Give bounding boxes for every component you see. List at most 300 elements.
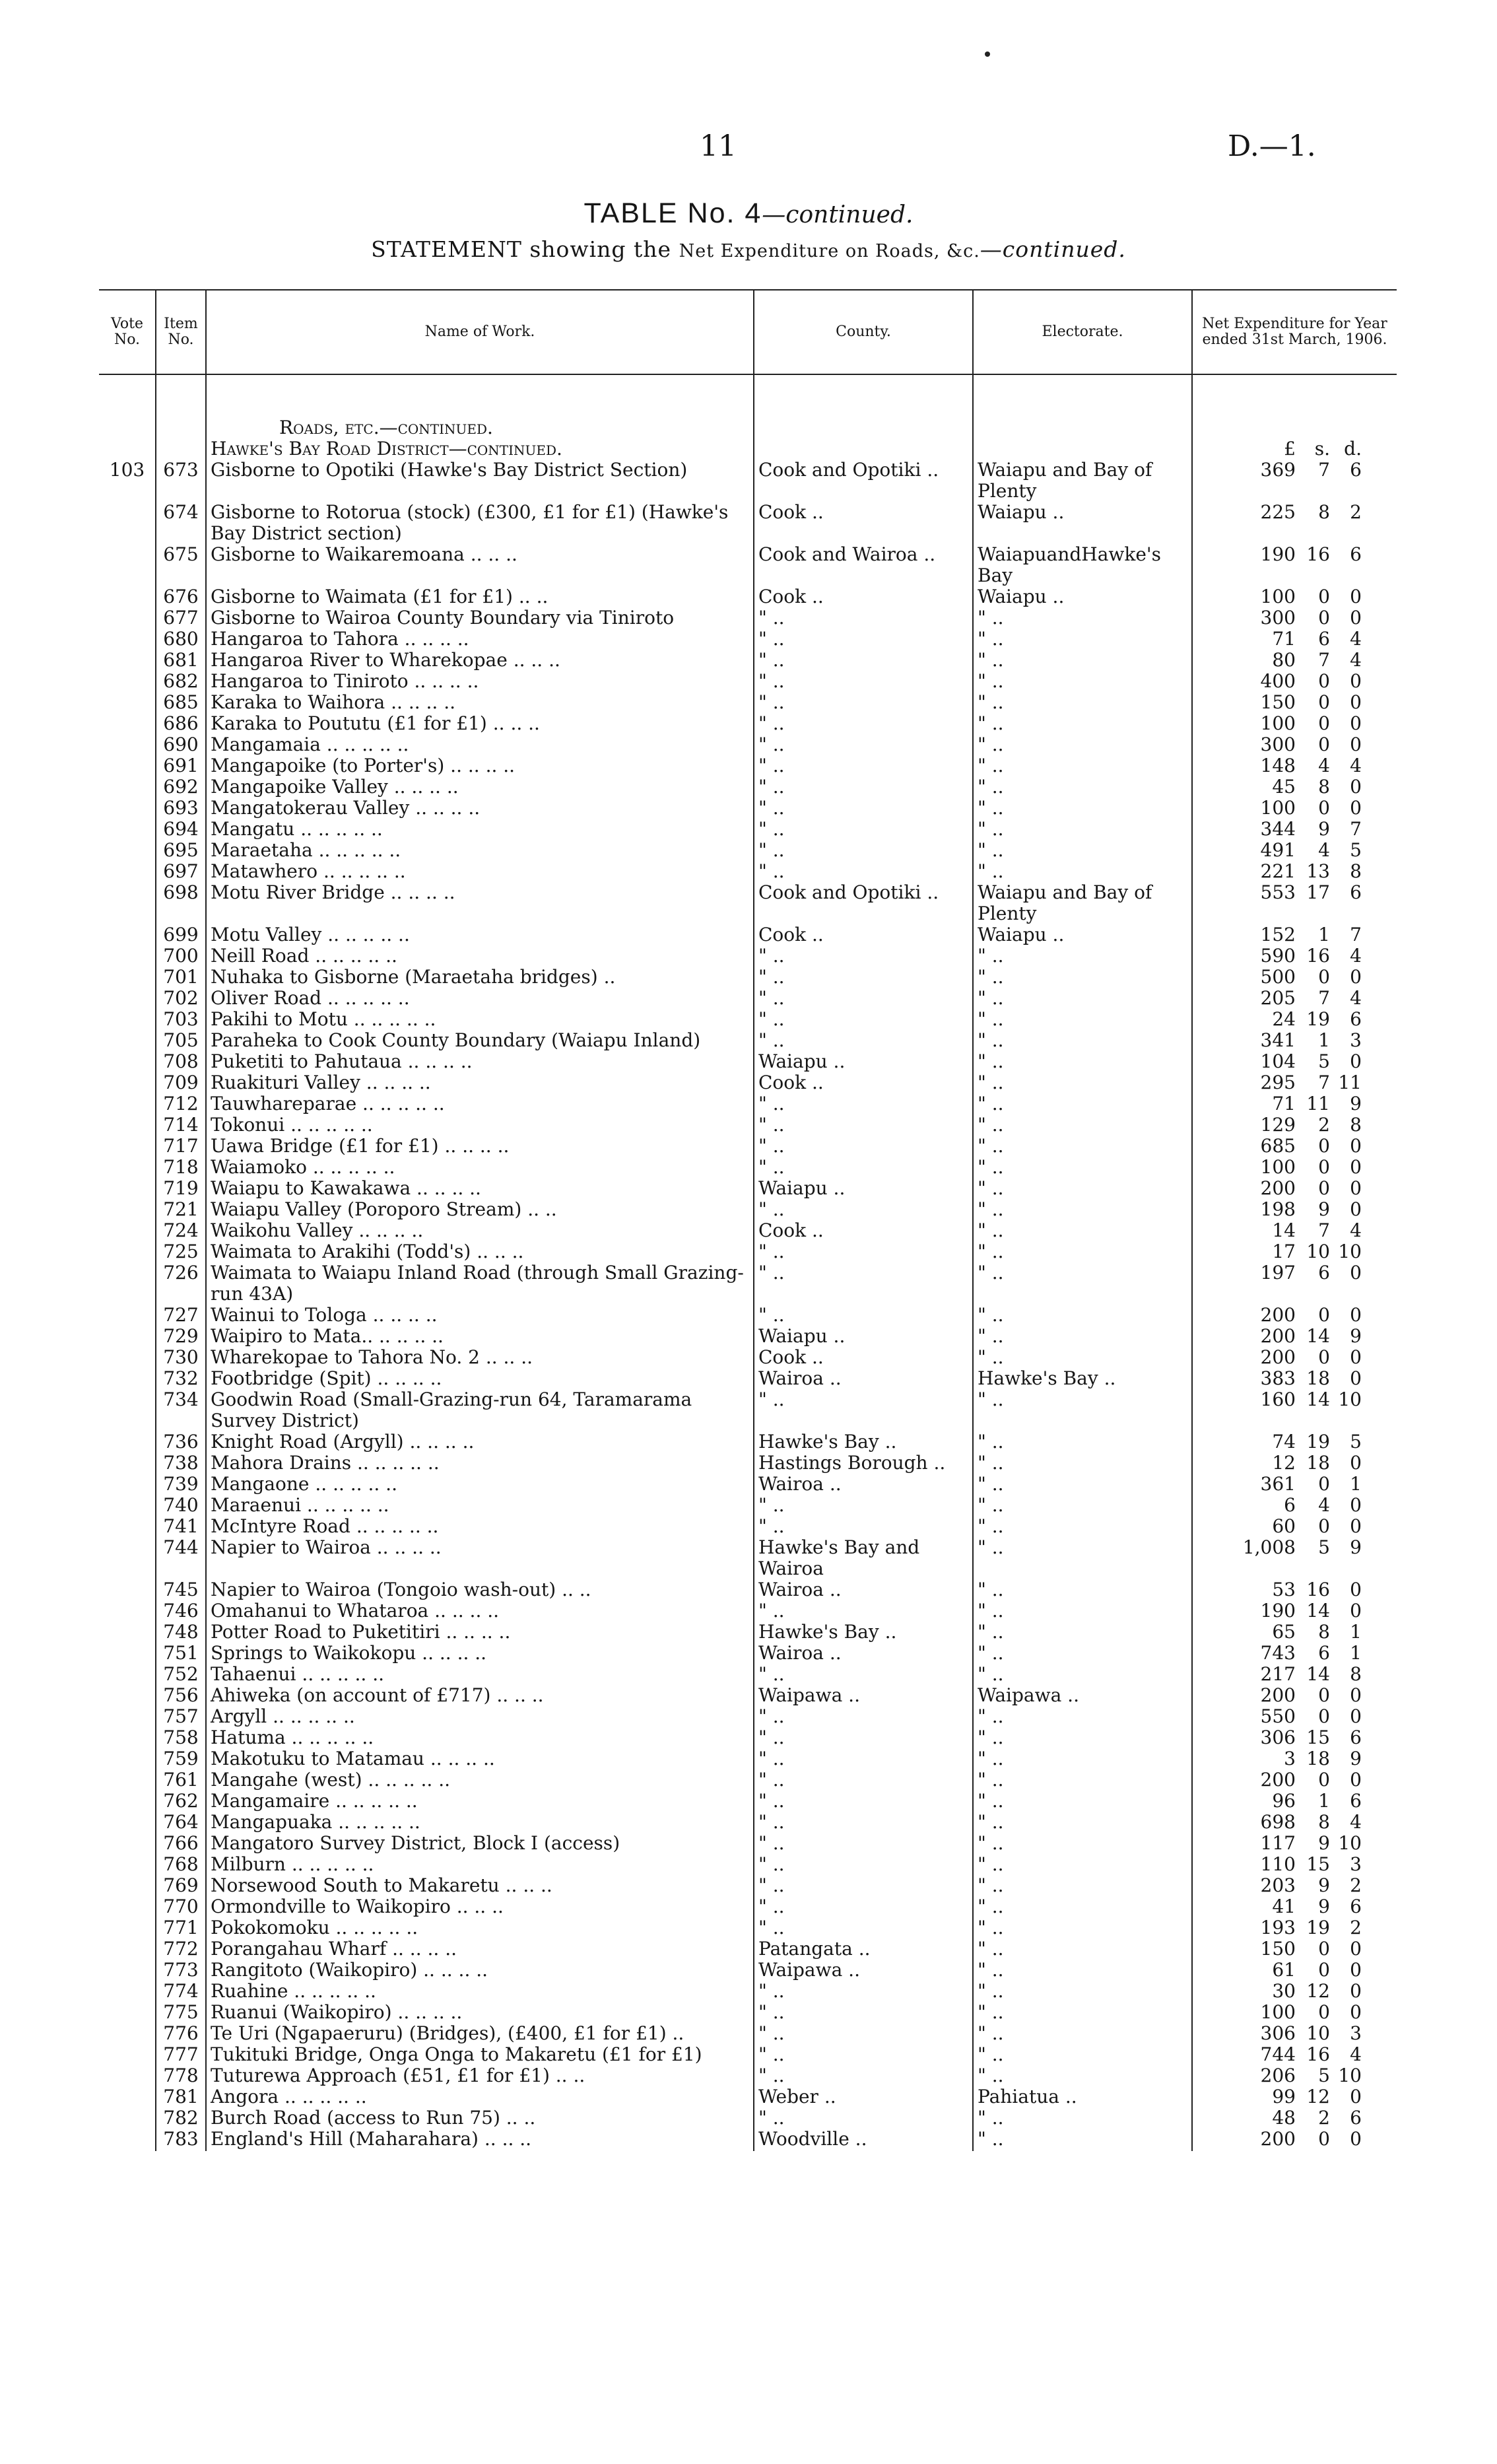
- shillings-value: 19: [1306, 1917, 1330, 1938]
- pence-value: 0: [1350, 1685, 1362, 1706]
- county-cell: " ..: [754, 967, 973, 988]
- electorate-cell: " ..: [973, 776, 1192, 798]
- work-name-cell: Omahanui to Whataroa .. .. .. ..: [206, 1600, 754, 1622]
- shillings-value: 0: [1318, 1938, 1330, 1960]
- shillings-value: 18: [1306, 1453, 1330, 1474]
- net-expenditure-cell: [1192, 544, 1397, 586]
- shillings-value: 0: [1318, 1178, 1330, 1199]
- pence-value: 10: [1338, 1389, 1362, 1410]
- net-expenditure-cell: [1192, 1896, 1397, 1917]
- county-cell: " ..: [754, 819, 973, 840]
- vote-cell: [99, 692, 156, 713]
- pounds-value: 61: [1272, 1960, 1296, 1981]
- shillings-value: 4: [1318, 1495, 1330, 1516]
- electorate-cell: " ..: [973, 1727, 1192, 1748]
- vote-cell: [99, 1305, 156, 1326]
- vote-cell: [99, 629, 156, 650]
- electorate-cell: " ..: [973, 1791, 1192, 1812]
- vote-cell: [99, 1727, 156, 1748]
- pence-value: 4: [1350, 629, 1362, 650]
- pence-value: 0: [1350, 2086, 1362, 2107]
- vote-cell: [99, 734, 156, 755]
- table-row: [99, 988, 1397, 1009]
- pounds-value: 117: [1260, 1833, 1296, 1854]
- county-cell: " ..: [754, 1136, 973, 1157]
- work-name-cell: Uawa Bridge (£1 for £1) .. .. .. ..: [206, 1136, 754, 1157]
- electorate-cell: " ..: [973, 2065, 1192, 2086]
- electorate-cell: Waiapu ..: [973, 586, 1192, 607]
- pounds-value: 190: [1260, 1600, 1296, 1622]
- table-title-main: TABLE No. 4: [583, 197, 762, 229]
- vote-cell: [99, 1938, 156, 1960]
- electorate-cell: " ..: [973, 2002, 1192, 2023]
- shillings-value: 16: [1306, 945, 1330, 967]
- pounds-value: 65: [1272, 1622, 1296, 1643]
- shillings-value: 0: [1318, 1474, 1330, 1495]
- vote-cell: [99, 798, 156, 819]
- pence-value: 0: [1350, 967, 1362, 988]
- shillings-value: 4: [1318, 840, 1330, 861]
- pence-value: 4: [1350, 755, 1362, 776]
- pence-value: 3: [1350, 1854, 1362, 1875]
- subtitle-suffix: —continued.: [980, 236, 1126, 262]
- electorate-cell: " ..: [973, 945, 1192, 967]
- electorate-cell: " ..: [973, 988, 1192, 1009]
- vote-cell: [99, 1136, 156, 1157]
- shillings-value: 11: [1306, 1093, 1330, 1114]
- work-name-cell: Goodwin Road (Small-Grazing-run 64, Taramarama Survey District): [206, 1389, 754, 1431]
- work-name-cell: Footbridge (Spit) .. .. .. ..: [206, 1368, 754, 1389]
- pence-value: 0: [1350, 1157, 1362, 1178]
- item-number-cell: 759: [156, 1748, 206, 1769]
- county-cell: Cook and Wairoa ..: [754, 544, 973, 586]
- county-cell: Weber ..: [754, 2086, 973, 2107]
- work-name-cell: Mangapuaka .. .. .. .. ..: [206, 1812, 754, 1833]
- shillings-value: 12: [1306, 2086, 1330, 2107]
- table-row: [99, 1854, 1397, 1875]
- item-number-cell: 773: [156, 1960, 206, 1981]
- county-cell: Hawke's Bay ..: [754, 1622, 973, 1643]
- vote-cell: [99, 1960, 156, 1981]
- work-name-cell: Hangaroa to Tahora .. .. .. ..: [206, 629, 754, 650]
- table-row: [99, 798, 1397, 819]
- shillings-value: 18: [1306, 1368, 1330, 1389]
- net-expenditure-cell: [1192, 2044, 1397, 2065]
- pounds-value: 200: [1260, 1685, 1296, 1706]
- header-item: Item No.: [156, 290, 206, 374]
- net-expenditure-cell: [1192, 1685, 1397, 1706]
- net-expenditure-cell: [1192, 1072, 1397, 1093]
- item-number-cell: 681: [156, 650, 206, 671]
- electorate-cell: WaiapuandHawke's Bay: [973, 544, 1192, 586]
- work-name-cell: Nuhaka to Gisborne (Maraetaha bridges) ..: [206, 967, 754, 988]
- pounds-value: 1,008: [1242, 1537, 1296, 1558]
- electorate-cell: " ..: [973, 629, 1192, 650]
- work-name-cell: Wharekopae to Tahora No. 2 .. .. ..: [206, 1347, 754, 1368]
- work-name-cell: Tahaenui .. .. .. .. ..: [206, 1664, 754, 1685]
- work-name-cell: Neill Road .. .. .. .. ..: [206, 945, 754, 967]
- item-number-cell: 778: [156, 2065, 206, 2086]
- work-name-cell: Wainui to Tologa .. .. .. ..: [206, 1305, 754, 1326]
- item-number-cell: 730: [156, 1347, 206, 1368]
- county-cell: Waiapu ..: [754, 1326, 973, 1347]
- electorate-cell: " ..: [973, 607, 1192, 629]
- county-cell: " ..: [754, 1389, 973, 1431]
- shillings-value: 9: [1318, 819, 1330, 840]
- net-expenditure-cell: [1192, 1981, 1397, 2002]
- item-number-cell: 752: [156, 1664, 206, 1685]
- table-row: [99, 2002, 1397, 2023]
- work-name-cell: Te Uri (Ngapaeruru) (Bridges), (£400, £1 for £1) ..: [206, 2023, 754, 2044]
- shillings-value: 0: [1318, 967, 1330, 988]
- shillings-value: 0: [1318, 692, 1330, 713]
- net-expenditure-cell: [1192, 2023, 1397, 2044]
- pence-value: 7: [1350, 819, 1362, 840]
- net-expenditure-cell: [1192, 1114, 1397, 1136]
- vote-cell: [99, 1474, 156, 1495]
- net-expenditure-cell: [1192, 1748, 1397, 1769]
- net-expenditure-cell: [1192, 1262, 1397, 1305]
- table-row: [99, 1453, 1397, 1474]
- table-title: [0, 197, 1497, 230]
- pence-value: 0: [1350, 798, 1362, 819]
- item-number-cell: 776: [156, 2023, 206, 2044]
- electorate-cell: " ..: [973, 1157, 1192, 1178]
- vote-cell: [99, 1748, 156, 1769]
- shillings-value: 14: [1306, 1664, 1330, 1685]
- pounds-value: 344: [1260, 819, 1296, 840]
- electorate-cell: Waipawa ..: [973, 1685, 1192, 1706]
- electorate-cell: " ..: [973, 1030, 1192, 1051]
- item-number-cell: 719: [156, 1178, 206, 1199]
- pounds-value: 295: [1260, 1072, 1296, 1093]
- table-header-row: [99, 290, 1397, 374]
- net-expenditure-cell: [1192, 629, 1397, 650]
- net-expenditure-cell: [1192, 924, 1397, 945]
- ink-dot: [985, 51, 990, 57]
- table-row: [99, 2107, 1397, 2129]
- item-number-cell: 782: [156, 2107, 206, 2129]
- table-row: [99, 924, 1397, 945]
- pence-value: 0: [1350, 1938, 1362, 1960]
- table-row: [99, 650, 1397, 671]
- net-expenditure-cell: [1192, 586, 1397, 607]
- work-name-cell: Waiapu to Kawakawa .. .. .. ..: [206, 1178, 754, 1199]
- shillings-value: 0: [1318, 1960, 1330, 1981]
- item-number-cell: 732: [156, 1368, 206, 1389]
- vote-cell: [99, 2086, 156, 2107]
- electorate-cell: " ..: [973, 1093, 1192, 1114]
- net-expenditure-cell: [1192, 2065, 1397, 2086]
- table-row: [99, 1474, 1397, 1495]
- item-number-cell: 751: [156, 1643, 206, 1664]
- county-cell: Cook ..: [754, 1220, 973, 1241]
- electorate-cell: " ..: [973, 1220, 1192, 1241]
- table-row: [99, 1600, 1397, 1622]
- vote-cell: [99, 713, 156, 734]
- pounds-value: 80: [1272, 650, 1296, 671]
- table-row: [99, 1938, 1397, 1960]
- vote-cell: [99, 1051, 156, 1072]
- item-number-cell: 702: [156, 988, 206, 1009]
- vote-cell: [99, 1516, 156, 1537]
- net-expenditure-cell: [1192, 1368, 1397, 1389]
- item-number-cell: 775: [156, 2002, 206, 2023]
- net-expenditure-cell: [1192, 1389, 1397, 1431]
- pence-value: 0: [1350, 1960, 1362, 1981]
- electorate-cell: " ..: [973, 713, 1192, 734]
- pence-value: 0: [1350, 1305, 1362, 1326]
- table-row: [99, 692, 1397, 713]
- table-row: [99, 2065, 1397, 2086]
- item-number-cell: 726: [156, 1262, 206, 1305]
- page-reference: D.—1.: [1228, 129, 1316, 163]
- vote-cell: [99, 586, 156, 607]
- pence-value: 5: [1350, 1431, 1362, 1453]
- table-row: [99, 2023, 1397, 2044]
- work-name-cell: Waipiro to Mata.. .. .. .. ..: [206, 1326, 754, 1347]
- net-expenditure-cell: [1192, 1178, 1397, 1199]
- vote-cell: [99, 1791, 156, 1812]
- vote-cell: [99, 1241, 156, 1262]
- electorate-cell: " ..: [973, 2044, 1192, 2065]
- table-row: [99, 1178, 1397, 1199]
- work-name-cell: Matawhero .. .. .. .. ..: [206, 861, 754, 882]
- table-row: [99, 1917, 1397, 1938]
- item-number-cell: 774: [156, 1981, 206, 2002]
- vote-cell: [99, 967, 156, 988]
- pounds-value: 99: [1272, 2086, 1296, 2107]
- item-number-cell: 746: [156, 1600, 206, 1622]
- electorate-cell: " ..: [973, 1516, 1192, 1537]
- net-expenditure-cell: [1192, 1706, 1397, 1727]
- item-number-cell: 685: [156, 692, 206, 713]
- net-expenditure-cell: [1192, 1326, 1397, 1347]
- shillings-value: 7: [1318, 988, 1330, 1009]
- pounds-value: 96: [1272, 1791, 1296, 1812]
- work-name-cell: Ruahine .. .. .. .. ..: [206, 1981, 754, 2002]
- county-cell: " ..: [754, 1305, 973, 1326]
- shillings-value: 8: [1318, 776, 1330, 798]
- pence-value: 0: [1350, 1136, 1362, 1157]
- table-row: [99, 1622, 1397, 1643]
- shillings-value: 0: [1318, 1136, 1330, 1157]
- net-expenditure-cell: [1192, 1495, 1397, 1516]
- item-number-cell: 705: [156, 1030, 206, 1051]
- county-cell: Hawke's Bay and Wairoa: [754, 1537, 973, 1579]
- item-number-cell: 695: [156, 840, 206, 861]
- shillings-value: 0: [1318, 1347, 1330, 1368]
- table-row: [99, 1051, 1397, 1072]
- work-name-cell: Ruakituri Valley .. .. .. ..: [206, 1072, 754, 1093]
- pence-value: 0: [1350, 692, 1362, 713]
- pence-value: 4: [1350, 1220, 1362, 1241]
- table-row: [99, 1643, 1397, 1664]
- pence-value: 0: [1350, 1368, 1362, 1389]
- shillings-value: 17: [1306, 882, 1330, 903]
- electorate-cell: " ..: [973, 1453, 1192, 1474]
- table-row: [99, 734, 1397, 755]
- work-name-cell: Gisborne to Waikaremoana .. .. ..: [206, 544, 754, 586]
- electorate-cell: " ..: [973, 1431, 1192, 1453]
- electorate-cell: " ..: [973, 798, 1192, 819]
- pence-value: 0: [1350, 713, 1362, 734]
- work-name-cell: Gisborne to Opotiki (Hawke's Bay District Section): [206, 460, 754, 502]
- county-cell: " ..: [754, 1727, 973, 1748]
- work-name-cell: Springs to Waikokopu .. .. .. ..: [206, 1643, 754, 1664]
- electorate-cell: " ..: [973, 1305, 1192, 1326]
- county-cell: " ..: [754, 1157, 973, 1178]
- pence-value: 1: [1350, 1622, 1362, 1643]
- work-name-cell: Waiapu Valley (Poroporo Stream) .. ..: [206, 1199, 754, 1220]
- electorate-cell: " ..: [973, 1769, 1192, 1791]
- vote-cell: [99, 1262, 156, 1305]
- pence-value: 6: [1350, 2107, 1362, 2129]
- net-expenditure-cell: [1192, 607, 1397, 629]
- shillings-value: 1: [1318, 924, 1330, 945]
- item-number-cell: 725: [156, 1241, 206, 1262]
- table-row: [99, 1136, 1397, 1157]
- work-name-cell: Gisborne to Wairoa County Boundary via Tiniroto: [206, 607, 754, 629]
- county-cell: " ..: [754, 1241, 973, 1262]
- vote-cell: [99, 1389, 156, 1431]
- work-name-cell: Knight Road (Argyll) .. .. .. ..: [206, 1431, 754, 1453]
- table-row: [99, 882, 1397, 924]
- pounds-value: 369: [1260, 460, 1296, 481]
- pounds-value: 3: [1284, 1748, 1296, 1769]
- table-row: [99, 671, 1397, 692]
- vote-cell: 103: [109, 460, 145, 481]
- vote-cell: [99, 1896, 156, 1917]
- net-expenditure-cell: [1192, 1157, 1397, 1178]
- shillings-value: 7: [1318, 1220, 1330, 1241]
- work-name-cell: Mangaone .. .. .. .. ..: [206, 1474, 754, 1495]
- table-title-suffix: —continued.: [762, 201, 914, 228]
- shillings-value: 0: [1318, 607, 1330, 629]
- county-cell: " ..: [754, 650, 973, 671]
- pounds-value: 200: [1260, 2129, 1296, 2150]
- work-name-cell: Ormondville to Waikopiro .. .. ..: [206, 1896, 754, 1917]
- county-cell: " ..: [754, 1854, 973, 1875]
- net-expenditure-cell: [1192, 1938, 1397, 1960]
- pounds-value: 24: [1272, 1009, 1296, 1030]
- item-number-cell: 699: [156, 924, 206, 945]
- item-number-cell: 758: [156, 1727, 206, 1748]
- county-cell: " ..: [754, 1706, 973, 1727]
- table-row: [99, 1960, 1397, 1981]
- work-name-cell: Karaka to Poututu (£1 for £1) .. .. ..: [206, 713, 754, 734]
- county-cell: " ..: [754, 2044, 973, 2065]
- pounds-value: 17: [1272, 1241, 1296, 1262]
- item-number-cell: 741: [156, 1516, 206, 1537]
- vote-cell: [99, 1009, 156, 1030]
- net-expenditure-cell: [1192, 819, 1397, 840]
- net-expenditure-cell: [1192, 1305, 1397, 1326]
- pounds-value: 30: [1272, 1981, 1296, 2002]
- pounds-value: 205: [1260, 988, 1296, 1009]
- vote-cell: [99, 882, 156, 924]
- net-expenditure-cell: [1192, 1769, 1397, 1791]
- item-number-cell: 777: [156, 2044, 206, 2065]
- county-cell: " ..: [754, 2107, 973, 2129]
- electorate-cell: " ..: [973, 819, 1192, 840]
- item-number-cell: 703: [156, 1009, 206, 1030]
- shillings-value: 0: [1318, 2002, 1330, 2023]
- pounds-value: 150: [1260, 1938, 1296, 1960]
- item-number-cell: 761: [156, 1769, 206, 1791]
- electorate-cell: " ..: [973, 1706, 1192, 1727]
- net-expenditure-cell: [1192, 1960, 1397, 1981]
- net-expenditure-cell: [1192, 671, 1397, 692]
- electorate-cell: " ..: [973, 1917, 1192, 1938]
- electorate-cell: " ..: [973, 1051, 1192, 1072]
- pounds-value: 491: [1260, 840, 1296, 861]
- work-name-cell: Waimata to Arakihi (Todd's) .. .. ..: [206, 1241, 754, 1262]
- net-expenditure-cell: [1192, 988, 1397, 1009]
- header-name: Name of Work.: [206, 290, 754, 374]
- electorate-cell: Waiapu ..: [973, 924, 1192, 945]
- work-name-cell: Napier to Wairoa (Tongoio wash-out) .. ..: [206, 1579, 754, 1600]
- net-expenditure-cell: [1192, 650, 1397, 671]
- county-cell: " ..: [754, 1114, 973, 1136]
- vote-cell: [99, 1685, 156, 1706]
- net-expenditure-cell: [1192, 1579, 1397, 1600]
- table-row: [99, 1579, 1397, 1600]
- electorate-cell: " ..: [973, 671, 1192, 692]
- table-row: [99, 1009, 1397, 1030]
- pounds-value: 383: [1260, 1368, 1296, 1389]
- shillings-value: 7: [1318, 460, 1330, 481]
- section-roads: Roads, etc.—continued.: [206, 417, 754, 438]
- table-row: [99, 2044, 1397, 2065]
- shillings-value: 0: [1318, 1157, 1330, 1178]
- net-expenditure-cell: [1192, 692, 1397, 713]
- work-name-cell: Tukituki Bridge, Onga Onga to Makaretu (£1 for £1): [206, 2044, 754, 2065]
- county-cell: Woodville ..: [754, 2129, 973, 2151]
- item-number-cell: 770: [156, 1896, 206, 1917]
- shillings-value: 0: [1318, 2129, 1330, 2150]
- header-county: County.: [754, 290, 973, 374]
- shillings-value: 19: [1306, 1009, 1330, 1030]
- item-number-cell: 675: [156, 544, 206, 586]
- net-expenditure-cell: [1192, 1051, 1397, 1072]
- header-net-expenditure: Net Expenditure for Year ended 31st March, 1906.: [1192, 290, 1397, 374]
- table-row: [99, 607, 1397, 629]
- county-cell: Cook and Opotiki ..: [754, 882, 973, 924]
- work-name-cell: Oliver Road .. .. .. .. ..: [206, 988, 754, 1009]
- vote-cell: [99, 1917, 156, 1938]
- shillings-value: 8: [1318, 1622, 1330, 1643]
- vote-cell: [99, 1622, 156, 1643]
- vote-cell: [99, 1833, 156, 1854]
- county-cell: Cook ..: [754, 586, 973, 607]
- pence-value: 2: [1350, 1875, 1362, 1896]
- item-number-cell: 781: [156, 2086, 206, 2107]
- table-row: [99, 1896, 1397, 1917]
- work-name-cell: Motu Valley .. .. .. .. ..: [206, 924, 754, 945]
- shillings-value: 12: [1306, 1981, 1330, 2002]
- net-expenditure-cell: [1192, 861, 1397, 882]
- county-cell: Cook ..: [754, 1072, 973, 1093]
- vote-cell: [99, 2023, 156, 2044]
- electorate-cell: " ..: [973, 1622, 1192, 1643]
- pounds-value: 60: [1272, 1516, 1296, 1537]
- page-number: 11: [700, 129, 737, 163]
- item-number-cell: 708: [156, 1051, 206, 1072]
- vote-cell: [99, 1706, 156, 1727]
- county-cell: Patangata ..: [754, 1938, 973, 1960]
- shillings-value: 7: [1318, 650, 1330, 671]
